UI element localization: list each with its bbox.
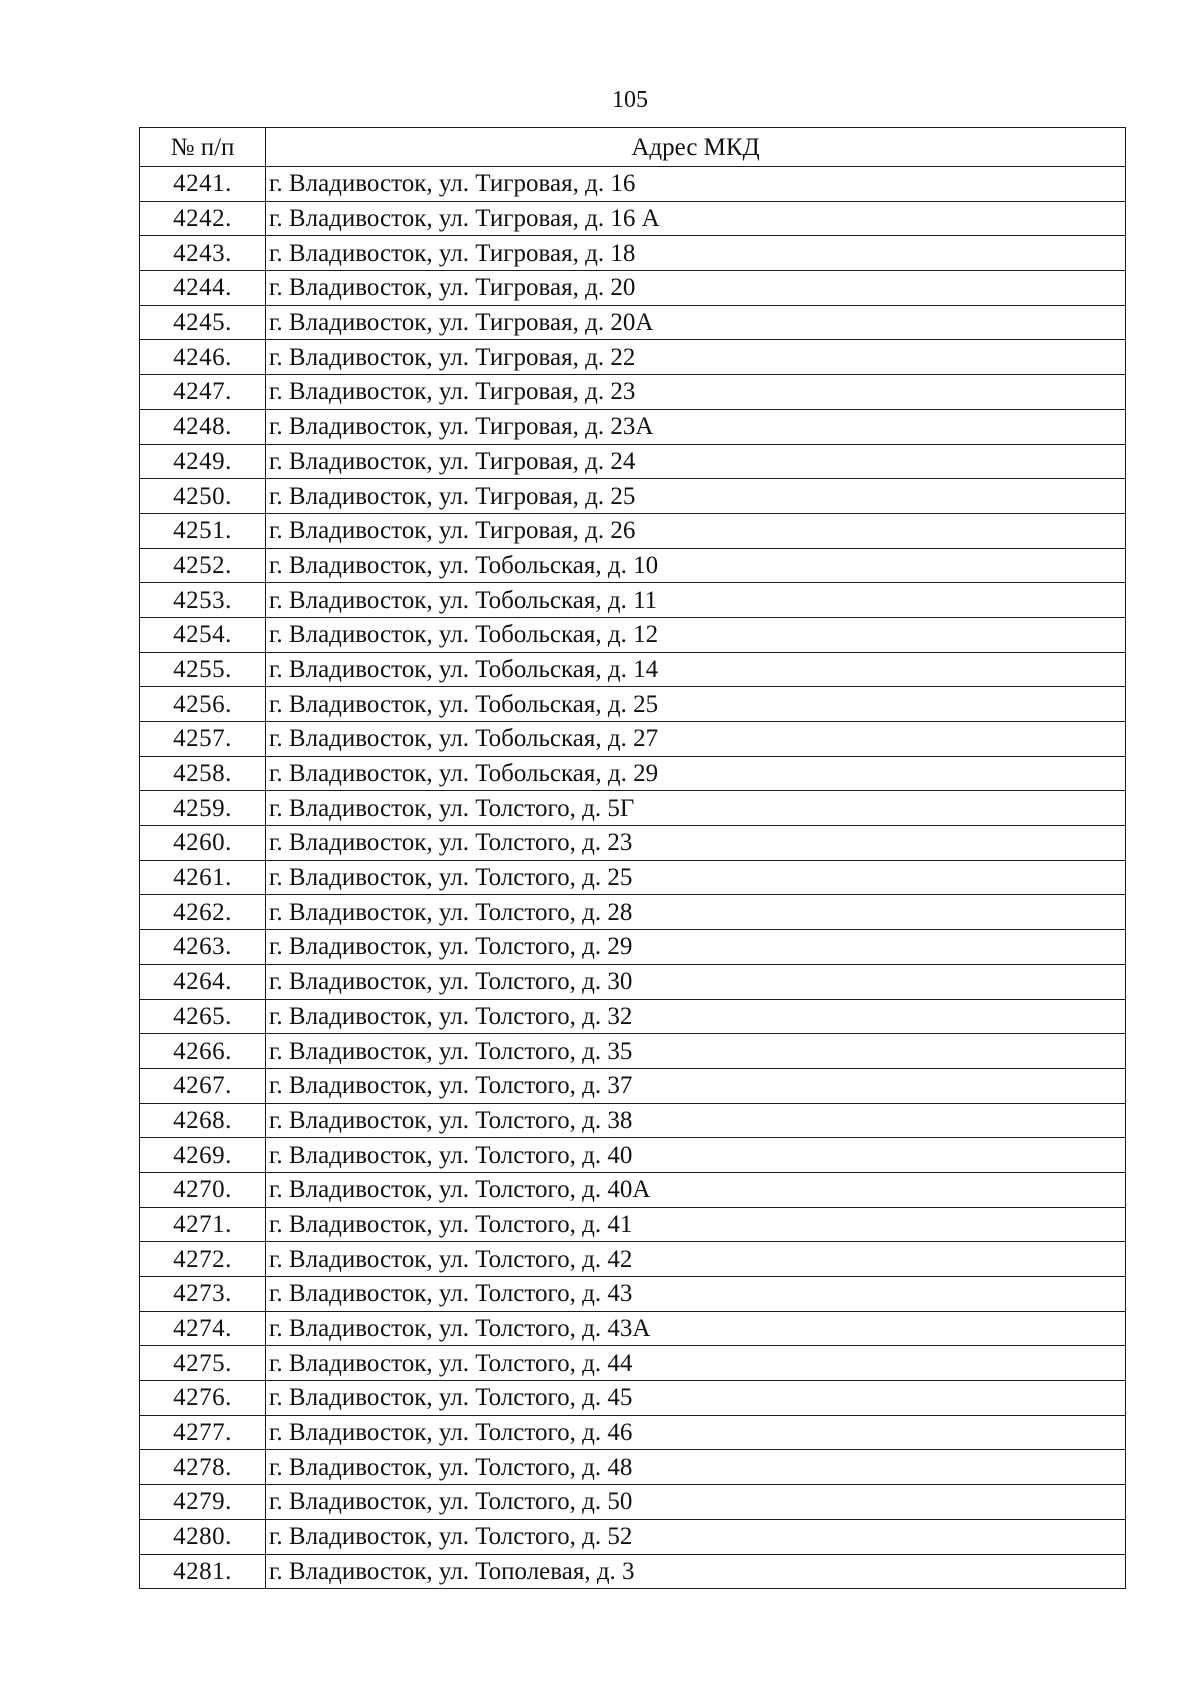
address-cell: г. Владивосток, ул. Толстого, д. 45: [266, 1381, 1126, 1416]
table-row: [140, 236, 1126, 271]
table-row: [140, 1068, 1126, 1103]
row-number-cell: 4247.: [140, 375, 266, 410]
table-row: [140, 479, 1126, 514]
row-number-cell: 4242.: [140, 201, 266, 236]
address-cell: г. Владивосток, ул. Толстого, д. 35: [266, 1034, 1126, 1069]
row-number-cell: 4248.: [140, 409, 266, 444]
row-number-cell: 4259.: [140, 791, 266, 826]
table-row: [140, 1554, 1126, 1589]
table-row: [140, 1381, 1126, 1416]
table-row: [140, 1138, 1126, 1173]
address-cell: г. Владивосток, ул. Тигровая, д. 23А: [266, 409, 1126, 444]
address-cell: г. Владивосток, ул. Толстого, д. 23: [266, 826, 1126, 861]
row-number-cell: 4276.: [140, 1381, 266, 1416]
table-row: [140, 860, 1126, 895]
row-number-cell: 4271.: [140, 1207, 266, 1242]
address-cell: г. Владивосток, ул. Толстого, д. 43: [266, 1277, 1126, 1312]
address-cell: г. Владивосток, ул. Толстого, д. 40: [266, 1138, 1126, 1173]
table-row: [140, 722, 1126, 757]
address-cell: г. Владивосток, ул. Тобольская, д. 12: [266, 617, 1126, 652]
row-number-cell: 4267.: [140, 1068, 266, 1103]
address-cell: г. Владивосток, ул. Толстого, д. 32: [266, 999, 1126, 1034]
row-number-cell: 4262.: [140, 895, 266, 930]
table-row: [140, 167, 1126, 202]
row-number-cell: 4250.: [140, 479, 266, 514]
address-cell: г. Владивосток, ул. Тобольская, д. 10: [266, 548, 1126, 583]
row-number-cell: 4252.: [140, 548, 266, 583]
table-row: [140, 1103, 1126, 1138]
table-row: [140, 1034, 1126, 1069]
table-body: [140, 167, 1126, 1589]
table-row: [140, 1207, 1126, 1242]
address-table: [139, 127, 1126, 1589]
row-number-cell: 4263.: [140, 930, 266, 965]
row-number-cell: 4255.: [140, 652, 266, 687]
address-cell: г. Владивосток, ул. Толстого, д. 29: [266, 930, 1126, 965]
row-number-cell: 4256.: [140, 687, 266, 722]
table-row: [140, 999, 1126, 1034]
table-row: [140, 305, 1126, 340]
row-number-cell: 4260.: [140, 826, 266, 861]
table-row: [140, 1242, 1126, 1277]
table-row: [140, 895, 1126, 930]
table-row: [140, 583, 1126, 618]
address-cell: г. Владивосток, ул. Тигровая, д. 20: [266, 271, 1126, 306]
address-cell: г. Владивосток, ул. Тобольская, д. 25: [266, 687, 1126, 722]
address-cell: г. Владивосток, ул. Тигровая, д. 25: [266, 479, 1126, 514]
row-number-cell: 4246.: [140, 340, 266, 375]
row-number-cell: 4268.: [140, 1103, 266, 1138]
row-number-cell: 4275.: [140, 1346, 266, 1381]
table-row: [140, 375, 1126, 410]
address-cell: г. Владивосток, ул. Тигровая, д. 16: [266, 167, 1126, 202]
address-cell: г. Владивосток, ул. Толстого, д. 48: [266, 1450, 1126, 1485]
table-row: [140, 444, 1126, 479]
table-row: [140, 826, 1126, 861]
table-row: [140, 409, 1126, 444]
table-row: [140, 548, 1126, 583]
address-cell: г. Владивосток, ул. Толстого, д. 43А: [266, 1311, 1126, 1346]
table-row: [140, 1346, 1126, 1381]
row-number-cell: 4254.: [140, 617, 266, 652]
row-number-cell: 4243.: [140, 236, 266, 271]
table-row: [140, 791, 1126, 826]
address-cell: г. Владивосток, ул. Тигровая, д. 20А: [266, 305, 1126, 340]
address-cell: г. Владивосток, ул. Толстого, д. 30: [266, 964, 1126, 999]
row-number-cell: 4264.: [140, 964, 266, 999]
row-number-cell: 4245.: [140, 305, 266, 340]
table-row: [140, 1277, 1126, 1312]
table-row: [140, 340, 1126, 375]
address-cell: г. Владивосток, ул. Тигровая, д. 16 А: [266, 201, 1126, 236]
table-row: [140, 964, 1126, 999]
address-cell: г. Владивосток, ул. Толстого, д. 28: [266, 895, 1126, 930]
row-number-cell: 4281.: [140, 1554, 266, 1589]
table-row: [140, 652, 1126, 687]
table-row: [140, 271, 1126, 306]
table-row: [140, 617, 1126, 652]
header-row: [140, 128, 1126, 167]
row-number-cell: 4274.: [140, 1311, 266, 1346]
row-number-cell: 4244.: [140, 271, 266, 306]
address-cell: г. Владивосток, ул. Толстого, д. 42: [266, 1242, 1126, 1277]
table-header: [140, 128, 1126, 167]
address-cell: г. Владивосток, ул. Толстого, д. 5Г: [266, 791, 1126, 826]
row-number-cell: 4278.: [140, 1450, 266, 1485]
table-row: [140, 1450, 1126, 1485]
address-cell: г. Владивосток, ул. Толстого, д. 25: [266, 860, 1126, 895]
row-number-cell: 4266.: [140, 1034, 266, 1069]
table-row: [140, 1172, 1126, 1207]
address-cell: г. Владивосток, ул. Толстого, д. 50: [266, 1485, 1126, 1520]
table-row: [140, 1415, 1126, 1450]
address-cell: г. Владивосток, ул. Тигровая, д. 18: [266, 236, 1126, 271]
row-number-cell: 4280.: [140, 1519, 266, 1554]
row-number-cell: 4273.: [140, 1277, 266, 1312]
row-number-cell: 4261.: [140, 860, 266, 895]
row-number-cell: 4251.: [140, 513, 266, 548]
row-number-cell: 4270.: [140, 1172, 266, 1207]
table-row: [140, 930, 1126, 965]
address-cell: г. Владивосток, ул. Толстого, д. 46: [266, 1415, 1126, 1450]
table-row: [140, 687, 1126, 722]
address-cell: г. Владивосток, ул. Тигровая, д. 22: [266, 340, 1126, 375]
address-cell: г. Владивосток, ул. Тополевая, д. 3: [266, 1554, 1126, 1589]
column-header-address: Адрес МКД: [266, 128, 1126, 167]
address-cell: г. Владивосток, ул. Тобольская, д. 11: [266, 583, 1126, 618]
table-row: [140, 756, 1126, 791]
address-cell: г. Владивосток, ул. Тигровая, д. 23: [266, 375, 1126, 410]
row-number-cell: 4258.: [140, 756, 266, 791]
table-row: [140, 513, 1126, 548]
table-row: [140, 1311, 1126, 1346]
address-cell: г. Владивосток, ул. Тобольская, д. 27: [266, 722, 1126, 757]
address-cell: г. Владивосток, ул. Толстого, д. 44: [266, 1346, 1126, 1381]
address-cell: г. Владивосток, ул. Тобольская, д. 14: [266, 652, 1126, 687]
row-number-cell: 4249.: [140, 444, 266, 479]
address-cell: г. Владивосток, ул. Толстого, д. 40А: [266, 1172, 1126, 1207]
row-number-cell: 4265.: [140, 999, 266, 1034]
address-cell: г. Владивосток, ул. Тигровая, д. 26: [266, 513, 1126, 548]
address-cell: г. Владивосток, ул. Толстого, д. 41: [266, 1207, 1126, 1242]
column-header-number: № п/п: [140, 128, 266, 167]
row-number-cell: 4253.: [140, 583, 266, 618]
address-cell: г. Владивосток, ул. Толстого, д. 37: [266, 1068, 1126, 1103]
address-cell: г. Владивосток, ул. Толстого, д. 52: [266, 1519, 1126, 1554]
page-number: 105: [612, 87, 648, 113]
address-cell: г. Владивосток, ул. Толстого, д. 38: [266, 1103, 1126, 1138]
address-cell: г. Владивосток, ул. Тигровая, д. 24: [266, 444, 1126, 479]
table-row: [140, 1485, 1126, 1520]
address-cell: г. Владивосток, ул. Тобольская, д. 29: [266, 756, 1126, 791]
row-number-cell: 4272.: [140, 1242, 266, 1277]
row-number-cell: 4241.: [140, 167, 266, 202]
row-number-cell: 4257.: [140, 722, 266, 757]
row-number-cell: 4279.: [140, 1485, 266, 1520]
table-row: [140, 1519, 1126, 1554]
table-row: [140, 201, 1126, 236]
row-number-cell: 4277.: [140, 1415, 266, 1450]
row-number-cell: 4269.: [140, 1138, 266, 1173]
